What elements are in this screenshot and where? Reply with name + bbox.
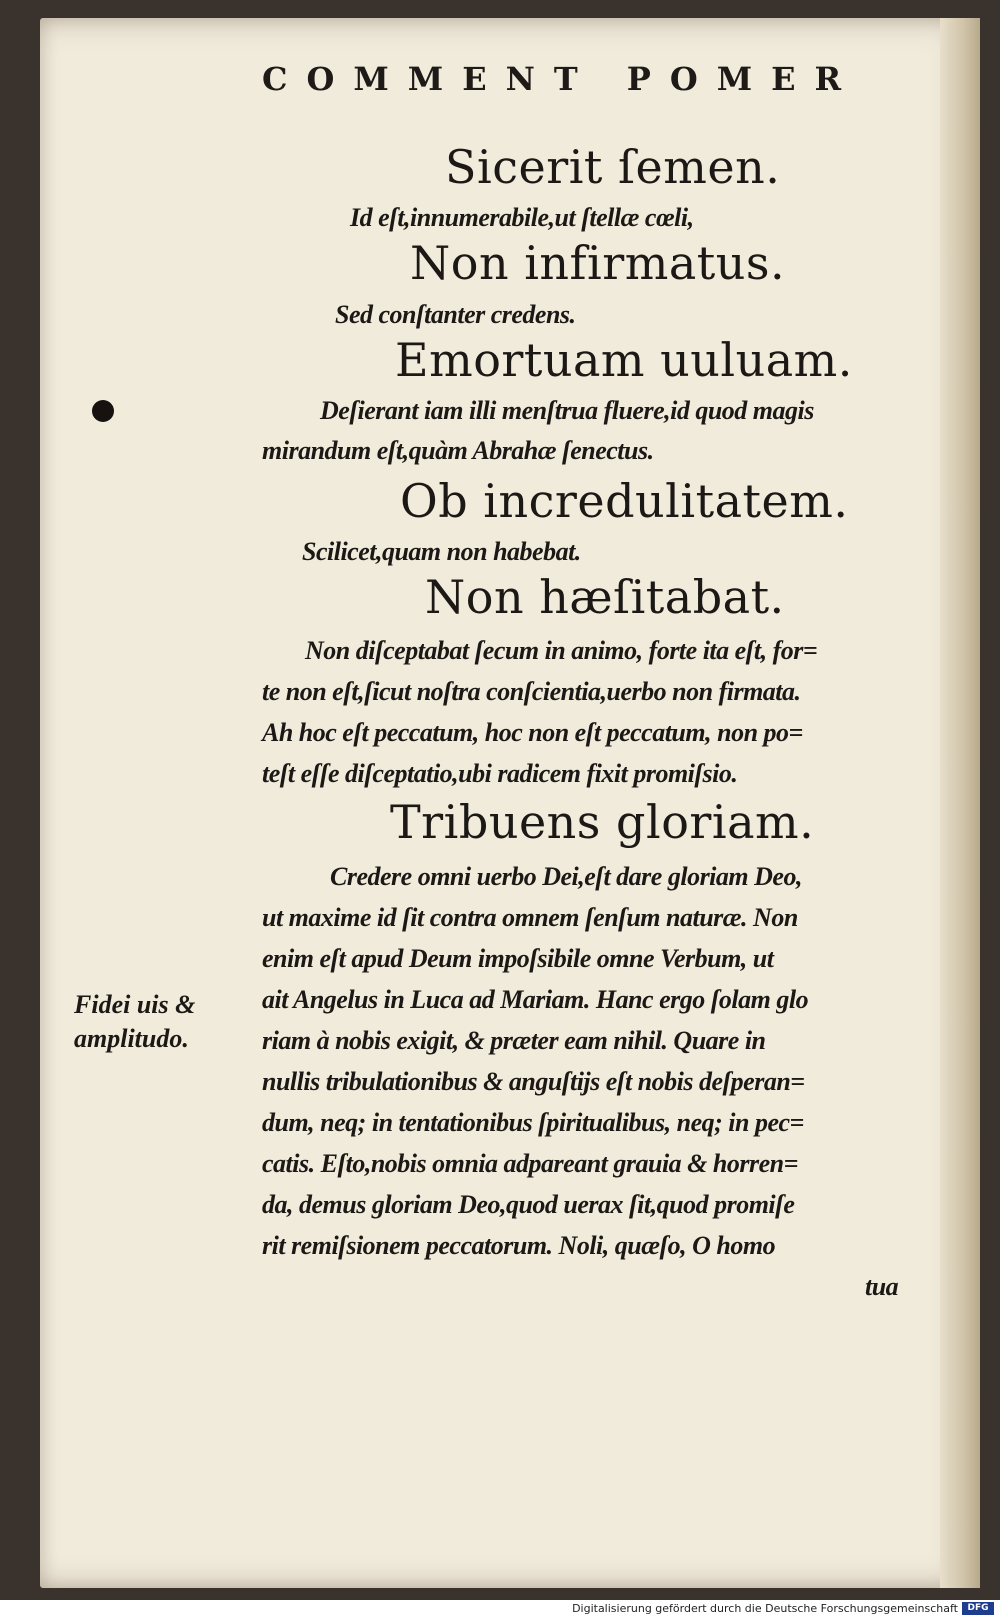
gloss-line: Sed conſtanter credens. — [335, 300, 576, 329]
gloss-line: da, demus gloriam Deo,quod uerax ſit,quod promiſe — [262, 1190, 795, 1219]
gloss-line: Ah hoc eſt peccatum, hoc non eſt peccatum, non po= — [262, 718, 803, 747]
lemma-heading: Tribuens gloriam. — [390, 795, 815, 849]
gloss-line: teſt eſſe diſceptatio,ubi radicem fixit promiſsio. — [262, 759, 738, 788]
gloss-line: Id eſt,innumerabile,ut ſtellæ cœli, — [350, 203, 694, 232]
digitization-footer — [0, 1600, 1000, 1617]
lemma-heading: Non hæſitabat. — [425, 570, 785, 624]
gloss-line: Non diſceptabat ſecum in animo, forte ita eſt, for= — [305, 636, 818, 665]
gloss-line: catis. Eſto,nobis omnia adpareant grauia & horren= — [262, 1149, 798, 1178]
gloss-line: mirandum eſt,quàm Abrahæ ſenectus. — [262, 436, 654, 465]
dfg-logo: DFG — [962, 1602, 994, 1615]
gloss-line: ut maxime id ſit contra omnem ſenſum naturæ. Non — [262, 903, 798, 932]
page-edge-shadow — [940, 18, 980, 1588]
gloss-line: enim eſt apud Deum impoſsibile omne Verbum, ut — [262, 944, 774, 973]
gloss-line: rit remiſsionem peccatorum. Noli, quæſo, O homo — [262, 1231, 776, 1260]
lemma-heading: Ob incredulitatem. — [400, 474, 849, 528]
gloss-line: nullis tribulationibus & anguſtijs eſt nobis deſperan= — [262, 1067, 805, 1096]
running-head: COMMENT POMER — [262, 60, 861, 98]
footer-credit: Digitalisierung gefördert durch die Deutsche Forschungsgemeinschaft — [572, 1602, 958, 1615]
ink-spot — [92, 400, 114, 422]
gloss-line: ait Angelus in Luca ad Mariam. Hanc ergo ſolam glo — [262, 985, 809, 1014]
gloss-line: Credere omni uerbo Dei,eſt dare gloriam Deo, — [330, 862, 802, 891]
catchword: tua — [865, 1272, 899, 1301]
margin-note: amplitudo. — [74, 1024, 189, 1053]
lemma-heading: Non infirmatus. — [410, 236, 786, 290]
gloss-line: te non eſt,ſicut noſtra conſcientia,uerbo non firmata. — [262, 677, 801, 706]
margin-note: Fidei uis & — [74, 990, 196, 1019]
gloss-line: dum, neq; in tentationibus ſpiritualibus, neq; in pec= — [262, 1108, 804, 1137]
gloss-line: Scilicet,quam non habebat. — [302, 537, 581, 566]
gloss-line: riam à nobis exigit, & præter eam nihil. Quare in — [262, 1026, 766, 1055]
lemma-heading: Sicerit ſemen. — [445, 140, 781, 194]
gloss-line: Deſierant iam illi menſtrua fluere,id quod magis — [320, 396, 814, 425]
lemma-heading: Emortuam uuluam. — [395, 333, 853, 387]
